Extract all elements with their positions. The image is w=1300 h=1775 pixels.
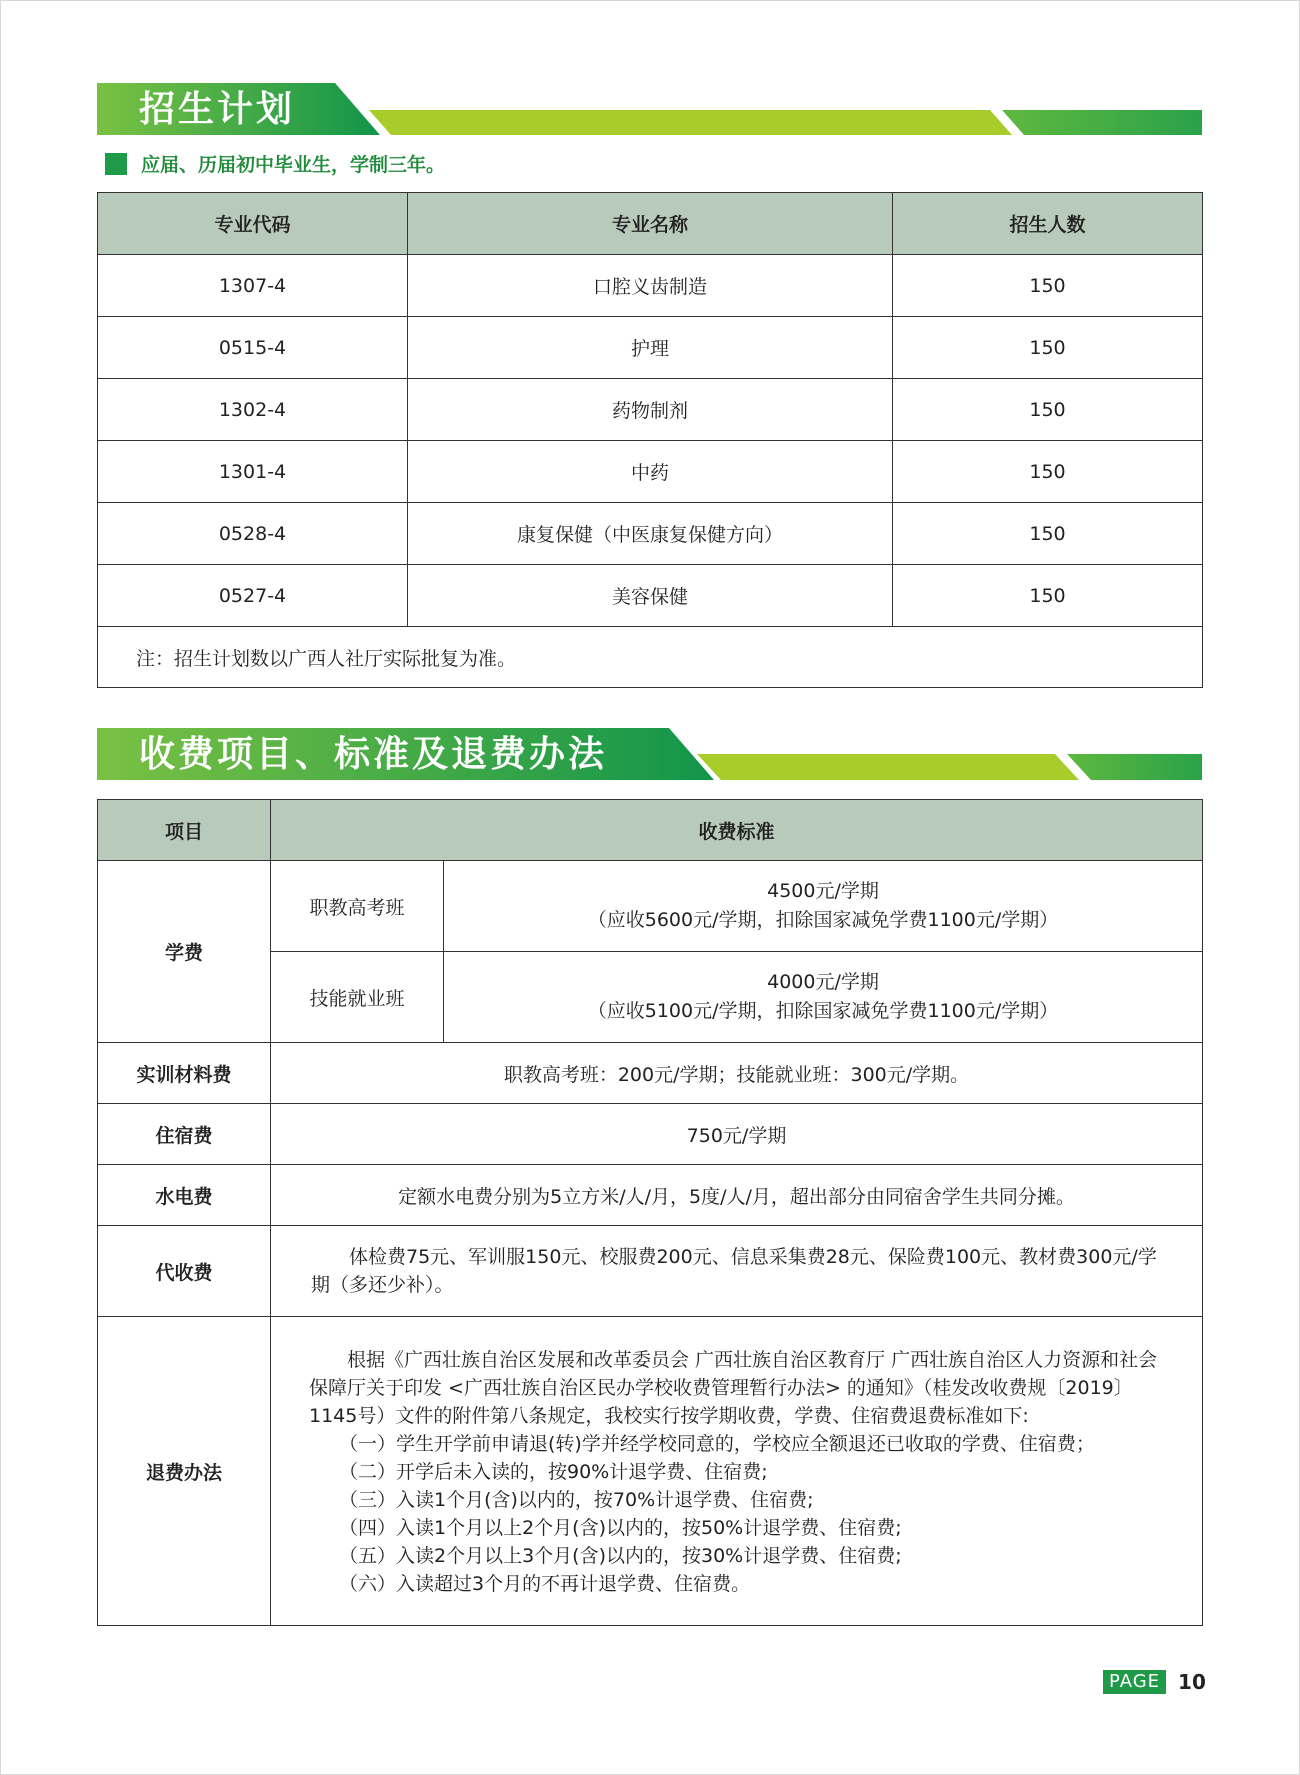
header-item: 项目	[98, 800, 271, 861]
major-code: 1301-4	[98, 441, 408, 503]
tuition-value	[444, 952, 1203, 1043]
fee-value: 750元/学期	[271, 1104, 1203, 1165]
fee-label-lodging: 住宿费	[98, 1104, 271, 1165]
header-standard: 收费标准	[271, 800, 1203, 861]
tuition-value	[444, 861, 1203, 952]
table-note-row	[98, 627, 1203, 688]
refund-policy	[271, 1317, 1203, 1626]
page-footer	[1103, 1670, 1206, 1694]
tuition-amount: 4000元/学期	[767, 971, 879, 993]
enroll-count: 150	[893, 565, 1203, 627]
table-row	[98, 441, 1203, 503]
table-row	[98, 1043, 1203, 1104]
fee-label-material: 实训材料费	[98, 1043, 271, 1104]
refund-item: （五）入读2个月以上3个月(含)以内的，按30%计退学费、住宿费;	[339, 1545, 902, 1567]
table-row	[98, 317, 1203, 379]
header-code: 专业代码	[98, 193, 408, 255]
major-name: 美容保健	[408, 565, 893, 627]
table-header-row	[98, 800, 1203, 861]
refund-item: （四）入读1个月以上2个月(含)以内的，按50%计退学费、住宿费;	[339, 1517, 902, 1539]
refund-item: （三）入读1个月(含)以内的，按70%计退学费、住宿费;	[339, 1489, 814, 1511]
major-code: 0515-4	[98, 317, 408, 379]
fee-value: 职教高考班：200元/学期；技能就业班：300元/学期。	[271, 1043, 1203, 1104]
header-count: 招生人数	[893, 193, 1203, 255]
fee-label-tuition: 学费	[98, 861, 271, 1043]
enroll-count: 150	[893, 255, 1203, 317]
major-name: 口腔义齿制造	[408, 255, 893, 317]
subtitle-text: 应届、历届初中毕业生，学制三年。	[141, 154, 446, 176]
enroll-count: 150	[893, 503, 1203, 565]
bullet-square-icon	[105, 153, 127, 175]
section-banner-fees	[97, 728, 1203, 784]
table-note: 注：招生计划数以广西人社厅实际批复为准。	[98, 627, 1203, 688]
major-code: 1302-4	[98, 379, 408, 441]
enroll-count: 150	[893, 379, 1203, 441]
major-name: 护理	[408, 317, 893, 379]
fee-label-agency: 代收费	[98, 1226, 271, 1317]
table-row	[98, 255, 1203, 317]
tuition-detail: （应收5600元/学期，扣除国家减免学费1100元/学期）	[587, 909, 1059, 931]
section-title: 收费项目、标准及退费办法	[139, 734, 608, 775]
table-row	[98, 1317, 1203, 1626]
fee-label-refund: 退费办法	[98, 1317, 271, 1626]
major-name: 康复保健（中医康复保健方向）	[408, 503, 893, 565]
major-name: 中药	[408, 441, 893, 503]
refund-item: （二）开学后未入读的，按90%计退学费、住宿费;	[339, 1461, 768, 1483]
fee-value: 体检费75元、军训服150元、校服费200元、信息采集费28元、保险费100元、教材费300元/学期（多还少补）。	[271, 1226, 1203, 1317]
class-name: 技能就业班	[271, 952, 444, 1043]
fee-value: 定额水电费分别为5立方米/人/月，5度/人/月，超出部分由同宿舍学生共同分摊。	[271, 1165, 1203, 1226]
table-row	[98, 565, 1203, 627]
page-number: 10	[1178, 1670, 1206, 1694]
fee-label-utilities: 水电费	[98, 1165, 271, 1226]
refund-item: （一）学生开学前申请退(转)学并经学校同意的，学校应全额退还已收取的学费、住宿费；	[339, 1433, 1095, 1455]
enrollment-subtitle	[105, 150, 445, 177]
refund-intro: 根据《广西壮族自治区发展和改革委员会 广西壮族自治区教育厅 广西壮族自治区人力资源和社会保障厅关于印发 <广西壮族自治区民办学校收费管理暂行办法> 的通知》（桂发改收费规〔2019〕1145号）文件的附件第八条规定，我校实行按学期收费，学费、住宿费退费标准如下:	[309, 1349, 1158, 1427]
table-row	[98, 1104, 1203, 1165]
header-name: 专业名称	[408, 193, 893, 255]
major-name: 药物制剂	[408, 379, 893, 441]
table-row	[98, 1226, 1203, 1317]
table-row	[98, 1165, 1203, 1226]
enroll-count: 150	[893, 441, 1203, 503]
section-title: 招生计划	[139, 89, 296, 130]
enrollment-table	[97, 192, 1203, 688]
enroll-count: 150	[893, 317, 1203, 379]
table-row	[98, 379, 1203, 441]
major-code: 0528-4	[98, 503, 408, 565]
table-header-row	[98, 193, 1203, 255]
major-code: 1307-4	[98, 255, 408, 317]
section-banner-enrollment	[97, 83, 1203, 139]
table-row	[98, 503, 1203, 565]
tuition-detail: （应收5100元/学期，扣除国家减免学费1100元/学期）	[587, 1000, 1059, 1022]
major-code: 0527-4	[98, 565, 408, 627]
page-label: PAGE	[1103, 1670, 1166, 1694]
class-name: 职教高考班	[271, 861, 444, 952]
table-row	[98, 861, 1203, 952]
tuition-amount: 4500元/学期	[767, 880, 879, 902]
refund-item: （六）入读超过3个月的不再计退学费、住宿费。	[339, 1573, 751, 1595]
fee-table	[97, 799, 1203, 1626]
